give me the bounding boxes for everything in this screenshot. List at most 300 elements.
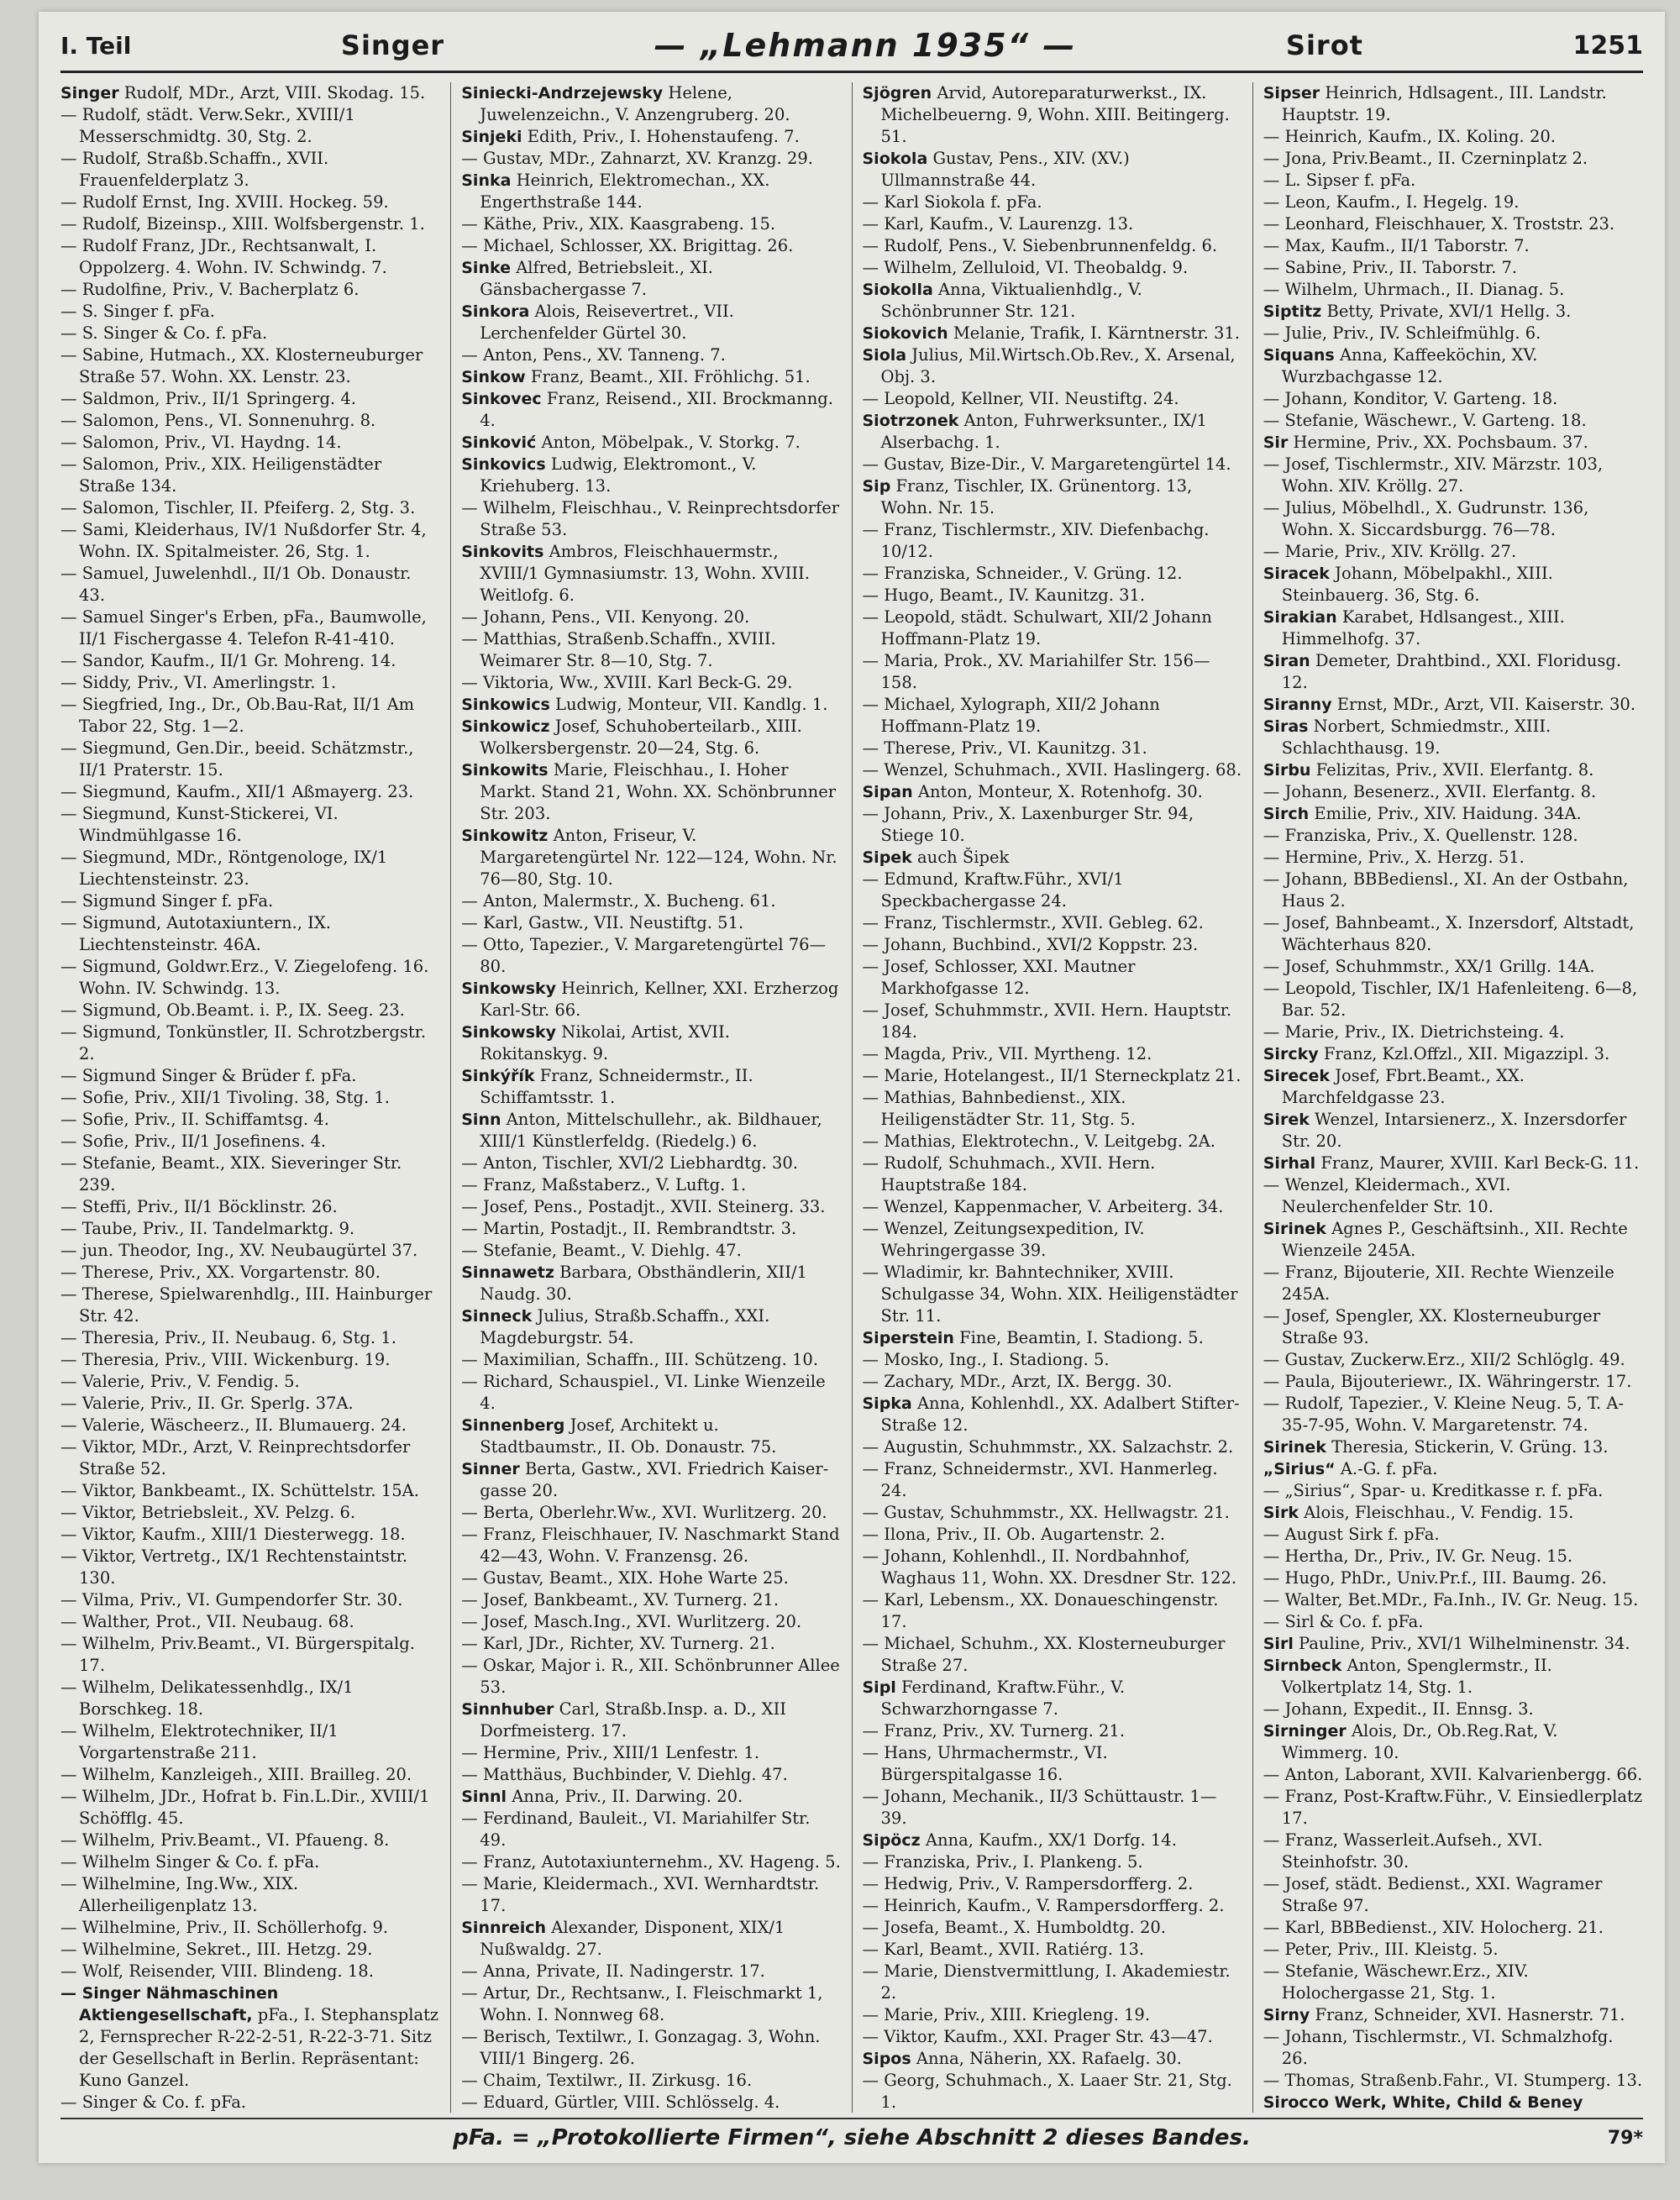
entry-details: — Viktor, Kaufm., XXI. Prager Str. 43—47. bbox=[862, 2027, 1213, 2046]
entry-details: Anna, Viktualienhdlg., V. Schönbrunner Str. 121. bbox=[880, 280, 1142, 321]
entry-details: Agnes P., Geschäftsinh., XII. Rechte Wienzeile 245A. bbox=[1281, 1219, 1628, 1260]
directory-entry bbox=[1263, 1153, 1643, 1174]
entry-details: — Stefanie, Beamt., XIX. Sieveringer Str. 239. bbox=[60, 1153, 402, 1195]
directory-entry bbox=[1263, 912, 1643, 956]
entry-details: — Singer & Co. f. pFa. bbox=[60, 2092, 247, 2112]
entry-details: — Siegmund, Kaufm., XII/1 Aßmayerg. 23. bbox=[60, 782, 414, 801]
entry-details: — Johann, Mechanik., II/3 Schüttaustr. 1—39. bbox=[862, 1787, 1217, 1828]
entry-surname: Sinković bbox=[461, 433, 537, 452]
directory-entry bbox=[60, 1502, 440, 1524]
directory-entry bbox=[60, 1851, 440, 1873]
directory-entry bbox=[1263, 563, 1643, 606]
directory-entry bbox=[60, 847, 440, 890]
entry-details: — Wilhelm, Priv.Beamt., VI. Pfaueng. 8. bbox=[60, 1830, 390, 1850]
entry-details: — S. Singer f. pFa. bbox=[60, 302, 215, 321]
entry-details: — Franz, Autotaxiunternehm., XV. Hageng. 5. bbox=[461, 1852, 841, 1872]
entry-details: — Edmund, Kraftw.Führ., XVI/1 Speckbachergasse 24. bbox=[862, 869, 1124, 911]
directory-entry bbox=[863, 1327, 1242, 1349]
directory-entry bbox=[461, 1153, 841, 1174]
entry-details: — Sigmund, Ob.Beamt. i. P., IX. Seeg. 23. bbox=[60, 1000, 405, 1020]
last-entry-keyword: Sirot bbox=[1285, 29, 1363, 61]
directory-entry bbox=[60, 1087, 440, 1109]
directory-entry bbox=[863, 1851, 1242, 1873]
entry-details: Melanie, Trafik, I. Kärntnerstr. 31. bbox=[953, 323, 1240, 343]
directory-entry bbox=[60, 388, 440, 410]
directory-entry bbox=[461, 148, 841, 170]
directory-entry bbox=[60, 1546, 440, 1589]
directory-entry bbox=[461, 1961, 841, 1982]
entry-details: — Josef, Masch.Ing., XVI. Wurlitzerg. 20. bbox=[461, 1612, 802, 1631]
directory-entry bbox=[60, 1065, 440, 1087]
entry-details: Heinrich, Elektromechan., XX. Engerthstraße 144. bbox=[480, 171, 770, 212]
entry-details: — Sofie, Priv., II/1 Josefinens. 4. bbox=[60, 1132, 327, 1151]
directory-entry bbox=[1263, 126, 1643, 148]
entry-details: — Wenzel, Zeitungsexpedition, IV. Wehringergasse 39. bbox=[862, 1219, 1145, 1260]
entry-details: — Julie, Priv., IV. Schleifmühlg. 6. bbox=[1263, 323, 1541, 343]
directory-entry bbox=[863, 1589, 1242, 1633]
entry-details: — Viktoria, Ww., XVIII. Karl Beck-G. 29. bbox=[461, 673, 793, 692]
directory-entry bbox=[60, 1262, 440, 1284]
entry-details: — Marie, Priv., IX. Dietrichsteing. 4. bbox=[1263, 1022, 1565, 1042]
entry-surname: Sinkovits bbox=[461, 543, 544, 561]
entry-details: Rudolf, MDr., Arzt, VIII. Skodag. 15. bbox=[123, 83, 426, 102]
entry-details: — Sigmund, Autotaxiuntern., IX. Liechtensteinstr. 46A. bbox=[60, 913, 331, 954]
entry-details: — Otto, Tapezier., V. Margaretengürtel 76—80. bbox=[461, 935, 827, 976]
entry-details: — Anna, Private, II. Nadingerstr. 17. bbox=[461, 1961, 765, 1981]
directory-entry bbox=[60, 1830, 440, 1851]
directory-entry bbox=[60, 694, 440, 738]
directory-entry bbox=[1263, 1021, 1643, 1043]
entry-surname: Sirbu bbox=[1263, 761, 1311, 780]
entry-details: — Salomon, Priv., VI. Haydng. 14. bbox=[60, 433, 342, 452]
entry-details: — Johann, BBBediensl., XI. An der Ostbahn, Haus 2. bbox=[1263, 869, 1629, 911]
entry-details: Ernst, MDr., Arzt, VII. Kaiserstr. 30. bbox=[1336, 695, 1636, 714]
directory-entry bbox=[461, 1174, 841, 1196]
directory-entry bbox=[461, 1873, 841, 1917]
directory-entry bbox=[863, 2026, 1242, 2048]
entry-details: — Wilhelm, Priv.Beamt., VI. Bürgerspitalg. 17. bbox=[60, 1634, 415, 1675]
directory-entry bbox=[461, 2092, 841, 2113]
entry-details: Franz, Kzl.Offzl., XII. Migazzipl. 3. bbox=[1323, 1044, 1610, 1063]
directory-entry bbox=[1263, 279, 1643, 301]
entry-details: — Ilona, Priv., II. Ob. Augartenstr. 2. bbox=[862, 1525, 1166, 1544]
entry-details: — Rudolf, städt. Verw.Sekr., XVIII/1 Messerschmidtg. 30, Stg. 2. bbox=[60, 105, 355, 146]
directory-entry bbox=[863, 1371, 1242, 1393]
entry-details: — Wilhelmine, Ing.Ww., XIX. Allerheiligenplatz 13. bbox=[60, 1874, 299, 1915]
directory-entry bbox=[461, 1633, 841, 1655]
directory-entry bbox=[1263, 2092, 1643, 2113]
entry-surname: Sinkowits bbox=[461, 761, 549, 780]
directory-entry bbox=[1263, 1436, 1643, 1458]
entry-details: Betty, Private, XVI/1 Hellg. 3. bbox=[1326, 302, 1572, 321]
entry-details: — Franziska, Priv., I. Plankeng. 5. bbox=[862, 1852, 1143, 1872]
entry-details: — Michael, Xylograph, XII/2 Johann Hoffmann-Platz 19. bbox=[862, 695, 1160, 736]
entry-details: — Rudolf, Straßb.Schaffn., XVII. Frauenfelderplatz 3. bbox=[60, 149, 329, 190]
entry-details: — Theresia, Priv., II. Neubaug. 6, Stg. 1. bbox=[60, 1328, 396, 1347]
directory-entry bbox=[461, 694, 841, 716]
entry-details: — Wenzel, Kappenmacher, V. Arbeiterg. 34. bbox=[862, 1197, 1224, 1216]
directory-entry bbox=[60, 432, 440, 454]
entry-details: — Wolf, Reisender, VIII. Blindeng. 18. bbox=[60, 1961, 374, 1981]
entry-details: — Heinrich, Kaufm., V. Rampersdorfferg. 2. bbox=[862, 1896, 1225, 1915]
directory-entry bbox=[60, 1109, 440, 1131]
entry-surname: Sirek bbox=[1263, 1111, 1310, 1129]
directory-entry bbox=[60, 1764, 440, 1786]
directory-entry bbox=[863, 279, 1242, 323]
directory-entry bbox=[60, 803, 440, 847]
directory-entry bbox=[461, 1065, 841, 1109]
entry-details: — Wilhelmine, Sekret., III. Hetzg. 29. bbox=[60, 1940, 373, 1959]
directory-entry bbox=[461, 1305, 841, 1349]
directory-entry bbox=[1263, 2004, 1643, 2026]
entry-details: — Rudolf Franz, JDr., Rechtsanwalt, I. Oppolzerg. 4. Wohn. IV. Schwindg. 7. bbox=[60, 236, 387, 277]
directory-entry bbox=[60, 1524, 440, 1546]
entry-surname: — Singer Nähmaschinen Aktiengesellschaft, bbox=[60, 1984, 279, 2024]
directory-entry bbox=[60, 410, 440, 432]
entry-details: Norbert, Schmiedmstr., XIII. Schlachthausg. 19. bbox=[1281, 717, 1551, 758]
entry-details: — Franz, Bijouterie, XII. Rechte Wienzeile 245A. bbox=[1263, 1263, 1614, 1304]
directory-entry bbox=[863, 1065, 1242, 1087]
directory-entry bbox=[461, 366, 841, 388]
entry-details: Arvid, Autoreparaturwerkst., IX. Michelbeuerng. 9, Wohn. XIII. Beitingerg. 51. bbox=[880, 83, 1230, 146]
entry-details: — Augustin, Schuhmmstr., XX. Salzachstr. 2. bbox=[862, 1437, 1234, 1457]
directory-entry bbox=[60, 344, 440, 388]
directory-entry bbox=[461, 606, 841, 628]
directory-entry bbox=[863, 519, 1242, 563]
entry-surname: Sinn bbox=[461, 1111, 501, 1129]
entry-surname: Sirny bbox=[1263, 2006, 1310, 2024]
directory-entry bbox=[60, 1393, 440, 1415]
directory-entry bbox=[863, 1349, 1242, 1371]
directory-entry bbox=[60, 213, 440, 235]
directory-entry bbox=[60, 672, 440, 694]
entry-surname: Sirakian bbox=[1263, 608, 1337, 627]
directory-entry bbox=[461, 978, 841, 1021]
entry-surname: Sipka bbox=[862, 1394, 912, 1413]
entry-details: — Wilhelm, Elektrotechniker, II/1 Vorgartenstraße 211. bbox=[60, 1721, 339, 1762]
page-number: 1251 bbox=[1572, 30, 1643, 60]
entry-details: — Therese, Spielwarenhdlg., III. Hainburger Str. 42. bbox=[60, 1284, 433, 1326]
directory-entry bbox=[863, 1895, 1242, 1917]
directory-entry bbox=[1263, 978, 1643, 1021]
signature-mark: 79* bbox=[1607, 2127, 1643, 2149]
directory-columns bbox=[60, 82, 1643, 2113]
directory-entry bbox=[863, 934, 1242, 956]
entry-surname: Sinnl bbox=[461, 1788, 507, 1806]
entry-details: Josef, Schuhoberteilarb., XIII. Wolkersbergenstr. 20—24, Stg. 6. bbox=[480, 717, 802, 758]
directory-entry bbox=[863, 1830, 1242, 1851]
entry-details: Carl, Straßb.Insp. a. D., XII Dorfmeisterg. 17. bbox=[480, 1699, 786, 1741]
entry-details: — Wenzel, Schuhmach., XVII. Haslingerg. 68. bbox=[862, 760, 1242, 780]
directory-entry bbox=[60, 1720, 440, 1764]
entry-details: Nikolai, Artist, XVII. Rokitanskyg. 9. bbox=[480, 1022, 730, 1063]
entry-surname: Sipek bbox=[862, 848, 912, 867]
directory-entry bbox=[1263, 1305, 1643, 1349]
entry-details: — Stefanie, Wäschewr., V. Garteng. 18. bbox=[1263, 411, 1587, 430]
directory-entry bbox=[863, 1917, 1242, 1939]
entry-details: — Sofie, Priv., II. Schiffamtsg. 4. bbox=[60, 1110, 329, 1129]
entry-surname: Sirnbeck bbox=[1263, 1657, 1342, 1675]
entry-details: Johann, Möbelpakhl., XIII. Steinbauerg. 36, Stg. 6. bbox=[1281, 564, 1553, 605]
directory-entry bbox=[863, 2004, 1242, 2026]
entry-details: — Zachary, MDr., Arzt, IX. Bergg. 30. bbox=[862, 1372, 1173, 1391]
entry-details: — Sigmund Singer & Brüder f. pFa. bbox=[60, 1066, 357, 1085]
directory-entry bbox=[1263, 454, 1643, 497]
directory-entry bbox=[863, 82, 1242, 148]
entry-details: — Berisch, Textilwr., I. Gonzagag. 3, Wohn. VIII/1 Bingerg. 26. bbox=[461, 2027, 821, 2068]
directory-entry bbox=[60, 738, 440, 781]
entry-details: Anton, Friseur, V. Margaretengürtel Nr. 122—124, Wohn. Nr. 76—80, Stg. 10. bbox=[480, 826, 837, 889]
entry-details: Josef, Architekt u. Stadtbaumstr., II. Ob. Donaustr. 75. bbox=[480, 1415, 777, 1457]
directory-entry bbox=[60, 1349, 440, 1371]
directory-entry bbox=[863, 1131, 1242, 1153]
entry-details: — Salomon, Priv., XIX. Heiligenstädter Straße 134. bbox=[60, 454, 382, 496]
entry-details: Ludwig, Monteur, VII. Kandlg. 1. bbox=[555, 695, 828, 714]
entry-surname: Sinkora bbox=[461, 302, 530, 321]
directory-entry bbox=[60, 301, 440, 323]
entry-details: — Wilhelm, Uhrmach., II. Dianag. 5. bbox=[1263, 280, 1565, 299]
entry-surname: Sipl bbox=[862, 1678, 896, 1697]
entry-surname: Siola bbox=[862, 346, 907, 365]
entry-details: — Leopold, Tischler, IX/1 Hafenleiteng. 6—8, Bar. 52. bbox=[1263, 979, 1638, 1020]
entry-details: Helene, Juwelenzeichn., V. Anzengruberg. 20. bbox=[480, 83, 790, 124]
entry-details: — Valerie, Priv., II. Gr. Sperlg. 37A. bbox=[60, 1394, 354, 1413]
entry-surname: Siranny bbox=[1263, 696, 1332, 714]
entry-details: — Josef, Spengler, XX. Klosterneuburger Straße 93. bbox=[1263, 1306, 1601, 1347]
entry-details: — Anton, Pens., XV. Tanneng. 7. bbox=[461, 345, 726, 365]
entry-details: — Stefanie, Beamt., V. Diehlg. 47. bbox=[461, 1241, 742, 1260]
entry-surname: Sirl bbox=[1263, 1635, 1294, 1653]
directory-entry bbox=[863, 257, 1242, 279]
entry-details: Alfred, Betriebsleit., XI. Gänsbachergasse 7. bbox=[480, 258, 714, 299]
entry-details: — Wenzel, Kleidermach., XVI. Neulerchenfelder Str. 10. bbox=[1263, 1175, 1511, 1216]
entry-details: Ambros, Fleischhauermstr., XVIII/1 Gymnasiumstr. 13, Wohn. XVIII. Weitlofg. 6. bbox=[480, 542, 810, 605]
directory-entry bbox=[1263, 759, 1643, 781]
directory-entry bbox=[1263, 410, 1643, 432]
entry-details: — Viktor, Betriebsleit., XV. Pelzg. 6. bbox=[60, 1503, 356, 1522]
directory-entry bbox=[461, 213, 841, 235]
directory-entry bbox=[60, 192, 440, 213]
entry-details: — Mathias, Elektrotechn., V. Leitgebg. 2A. bbox=[862, 1132, 1215, 1151]
entry-surname: Siokovich bbox=[862, 324, 948, 343]
entry-details: Emilie, Priv., XIV. Haidung. 34A. bbox=[1314, 804, 1582, 823]
entry-details: — „Sirius“, Spar- u. Kreditkasse r. f. pFa. bbox=[1263, 1481, 1604, 1500]
directory-entry bbox=[1263, 192, 1643, 213]
entry-details: — Karl, Kaufm., V. Laurenzg. 13. bbox=[862, 214, 1134, 234]
directory-entry bbox=[461, 1851, 841, 1873]
directory-entry bbox=[1263, 716, 1643, 759]
entry-details: — Wilhelm, Fleischhau., V. Reinprechtsdorfer Straße 53. bbox=[461, 498, 840, 539]
entry-details: — Thomas, Straßenb.Fahr., VI. Stumperg. 13. bbox=[1263, 2071, 1643, 2090]
directory-entry bbox=[60, 956, 440, 1000]
entry-details: — Wilhelm Singer & Co. f. pFa. bbox=[60, 1852, 320, 1872]
directory-entry bbox=[60, 563, 440, 606]
entry-surname: Sirinek bbox=[1263, 1438, 1326, 1457]
entry-details: — Rudolf, Schuhmach., XVII. Hern. Hauptstraße 184. bbox=[862, 1153, 1156, 1195]
entry-details: Franz, Schneidermstr., II. Schiffamtsstr. 1. bbox=[480, 1066, 753, 1107]
entry-details: — Ferdinand, Bauleit., VI. Mariahilfer Str. 49. bbox=[461, 1809, 811, 1850]
directory-entry bbox=[461, 541, 841, 606]
entry-details: Alois, Reisevertret., VII. Lerchenfelder Gürtel 30. bbox=[480, 302, 734, 343]
directory-entry bbox=[863, 192, 1242, 213]
directory-entry bbox=[863, 1153, 1242, 1196]
entry-details: — Josef, Bahnbeamt., X. Inzersdorf, Altstadt, Wächterhaus 820. bbox=[1263, 913, 1635, 954]
entry-details: Ferdinand, Kraftw.Führ., V. Schwarzhorngasse 7. bbox=[880, 1678, 1126, 1719]
entry-details: — Josef, Schuhmmstr., XVII. Hern. Hauptstr. 184. bbox=[862, 1000, 1232, 1042]
directory-entry bbox=[60, 1436, 440, 1480]
entry-details: pFa., I. Stephansplatz 2, Fernsprecher R-22-2-51, R-22-3-71. Sitz der Gesellschaft in Berlin. Repräsentant: Kuno Ganzel. bbox=[79, 2005, 439, 2090]
directory-entry bbox=[60, 1589, 440, 1611]
entry-details: — Josefa, Beamt., X. Humboldtg. 20. bbox=[862, 1918, 1166, 1937]
entry-details: Edith, Priv., I. Hohenstaufeng. 7. bbox=[527, 127, 800, 146]
entry-surname: Sinkowitz bbox=[461, 827, 549, 845]
entry-details: — Georg, Schuhmach., X. Laaer Str. 21, Stg. 1. bbox=[862, 2071, 1232, 2112]
directory-entry bbox=[461, 1917, 841, 1961]
directory-entry bbox=[60, 1131, 440, 1153]
entry-details: — Gustav, Zuckerw.Erz., XII/2 Schlöglg. 49. bbox=[1263, 1350, 1625, 1369]
directory-entry bbox=[1263, 148, 1643, 170]
directory-entry bbox=[461, 301, 841, 344]
directory-entry bbox=[461, 1240, 841, 1262]
entry-details: — Johann, Expedit., II. Ennsg. 3. bbox=[1263, 1699, 1534, 1719]
entry-details: — Salomon, Pens., VI. Sonnenuhrg. 8. bbox=[60, 411, 376, 430]
directory-entry bbox=[1263, 1043, 1643, 1065]
entry-details: — Leopold, städt. Schulwart, XII/2 Johann Hoffmann-Platz 19. bbox=[862, 607, 1212, 648]
directory-entry bbox=[461, 1458, 841, 1502]
entry-details: — Gustav, Schuhmmstr., XX. Hellwagstr. 21. bbox=[862, 1503, 1230, 1522]
directory-entry bbox=[1263, 1764, 1643, 1786]
entry-surname: Sirch bbox=[1263, 805, 1310, 823]
entry-details: — Sandor, Kaufm., II/1 Gr. Mohreng. 14. bbox=[60, 651, 396, 670]
directory-entry bbox=[461, 1415, 841, 1458]
entry-details: Franz, Reisend., XII. Brockmanng. 4. bbox=[480, 389, 833, 430]
entry-details: Anna, Kaufm., XX/1 Dorfg. 14. bbox=[925, 1830, 1177, 1850]
entry-details: — Samuel, Juwelenhdl., II/1 Ob. Donaustr. 43. bbox=[60, 564, 412, 605]
entry-details: — Franz, Tischlermstr., XVII. Gebleg. 62. bbox=[862, 913, 1204, 932]
directory-entry bbox=[863, 454, 1242, 475]
directory-entry bbox=[1263, 650, 1643, 694]
directory-entry bbox=[1263, 1655, 1643, 1699]
entry-details: — Josef, Tischlermstr., XIV. Märzstr. 103, Wohn. XIV. Kröllg. 27. bbox=[1263, 454, 1604, 496]
directory-entry bbox=[1263, 1349, 1643, 1371]
entry-details: auch Šipek bbox=[917, 848, 1010, 867]
directory-entry bbox=[461, 1502, 841, 1524]
directory-entry bbox=[863, 1502, 1242, 1524]
entry-details: Anna, Näherin, XX. Rafaelg. 30. bbox=[916, 2049, 1182, 2068]
entry-details: — Maximilian, Schaffn., III. Schützeng. 10. bbox=[461, 1350, 819, 1369]
entry-details: — Therese, Priv., VI. Kaunitzg. 31. bbox=[862, 738, 1147, 758]
entry-details: — Siegmund, Gen.Dir., beeid. Schätzmstr., II/1 Praterstr. 15. bbox=[60, 738, 414, 780]
directory-entry bbox=[461, 1764, 841, 1786]
entry-details: — Mosko, Ing., I. Stadiong. 5. bbox=[862, 1350, 1110, 1369]
entry-details: — Therese, Priv., XX. Vorgartenstr. 80. bbox=[60, 1263, 381, 1282]
directory-entry bbox=[461, 1218, 841, 1240]
directory-entry bbox=[461, 912, 841, 934]
directory-entry bbox=[60, 606, 440, 650]
entry-details: — Sirl & Co. f. pFa. bbox=[1263, 1612, 1424, 1631]
directory-entry bbox=[863, 738, 1242, 759]
column-3 bbox=[852, 82, 1252, 2113]
entry-details: Karabet, Hdlsangest., XIII. Himmelhofg. 37. bbox=[1281, 607, 1565, 648]
directory-entry bbox=[461, 759, 841, 825]
directory-entry bbox=[60, 279, 440, 301]
directory-entry bbox=[1263, 1371, 1643, 1393]
directory-entry bbox=[1263, 1720, 1643, 1764]
entry-details: — Julius, Möbelhdl., X. Gudrunstr. 136, Wohn. X. Siccardsburgg. 76—78. bbox=[1263, 498, 1589, 539]
entry-details: — Wladimir, kr. Bahntechniker, XVIII. Schulgasse 34, Wohn. XIX. Heiligenstädter Str. 11. bbox=[862, 1263, 1238, 1326]
directory-entry bbox=[863, 1000, 1242, 1043]
entry-details: Franz, Maurer, XVIII. Karl Beck-G. 11. bbox=[1320, 1153, 1640, 1173]
directory-entry bbox=[1263, 869, 1643, 912]
entry-surname: Sjögren bbox=[862, 84, 932, 102]
entry-surname: Siokola bbox=[862, 150, 928, 168]
directory-entry bbox=[863, 1196, 1242, 1218]
entry-details: — Rudolfine, Priv., V. Bacherplatz 6. bbox=[60, 280, 360, 299]
directory-entry bbox=[1263, 825, 1643, 847]
entry-details: — Anton, Laborant, XVII. Kalvarienbergg. 66. bbox=[1263, 1765, 1643, 1784]
directory-entry bbox=[1263, 1065, 1643, 1109]
directory-entry bbox=[461, 1371, 841, 1415]
directory-entry bbox=[60, 1153, 440, 1196]
directory-entry bbox=[863, 1262, 1242, 1327]
directory-entry bbox=[1263, 694, 1643, 716]
entry-details: Gustav, Pens., XIV. (XV.) Ullmannstraße 44. bbox=[880, 149, 1130, 190]
entry-details: — Johann, Besenerz., XVII. Elerfantg. 8. bbox=[1263, 782, 1597, 801]
directory-entry bbox=[1263, 432, 1643, 454]
entry-surname: Sinner bbox=[461, 1460, 520, 1478]
entry-details: — Sami, Kleiderhaus, IV/1 Nußdorfer Str. 4, Wohn. IX. Spitalmeister. 26, Stg. 1. bbox=[60, 520, 427, 561]
directory-entry bbox=[60, 1000, 440, 1021]
entry-details: — Michael, Schlosser, XX. Brigittag. 26. bbox=[461, 236, 794, 255]
directory-entry bbox=[461, 432, 841, 454]
entry-surname: Sinkowicz bbox=[461, 717, 550, 736]
entry-details: A.-G. f. pFa. bbox=[1340, 1459, 1438, 1478]
entry-details: Anton, Möbelpak., V. Storkg. 7. bbox=[541, 433, 801, 452]
directory-entry bbox=[863, 475, 1242, 519]
entry-details: — Franz, Tischlermstr., XIV. Diefenbachg. 10/12. bbox=[862, 520, 1210, 561]
entry-details: Anton, Mittelschullehr., ak. Bildhauer, XIII/1 Künstlerfeldg. (Riedelg.) 6. bbox=[480, 1110, 822, 1151]
entry-details: — Leopold, Kellner, VII. Neustiftg. 24. bbox=[862, 389, 1179, 408]
directory-entry bbox=[60, 1961, 440, 1982]
directory-entry bbox=[60, 148, 440, 192]
entry-details: Josef, Fbrt.Beamt., XX. Marchfeldgasse 23. bbox=[1281, 1066, 1525, 1107]
entry-details: — Hermine, Priv., X. Herzg. 51. bbox=[1263, 848, 1525, 867]
entry-surname: Sircky bbox=[1263, 1045, 1319, 1063]
entry-details: — Karl, BBBedienst., XIV. Holocherg. 21. bbox=[1263, 1918, 1604, 1937]
entry-details: — Franziska, Priv., X. Quellenstr. 128. bbox=[1263, 826, 1578, 845]
entry-details: — Marie, Kleidermach., XVI. Wernhardtstr. 17. bbox=[461, 1874, 820, 1915]
entry-surname: Sirninger bbox=[1263, 1722, 1347, 1741]
entry-details: — Matthias, Straßenb.Schaffn., XVIII. Weimarer Str. 8—10, Stg. 7. bbox=[461, 629, 776, 670]
directory-entry bbox=[461, 257, 841, 301]
directory-entry bbox=[1263, 344, 1643, 388]
directory-entry bbox=[863, 759, 1242, 781]
directory-entry bbox=[461, 1982, 841, 2026]
entry-details: — Chaim, Textilwr., II. Zirkusg. 16. bbox=[461, 2071, 753, 2090]
directory-entry bbox=[1263, 1393, 1643, 1436]
entry-details: — Wilhelm, Zelluloid, VI. Theobaldg. 9. bbox=[862, 258, 1189, 277]
entry-details: — Johann, Pens., VII. Kenyong. 20. bbox=[461, 607, 750, 627]
directory-entry bbox=[863, 1961, 1242, 2004]
directory-entry bbox=[461, 825, 841, 890]
directory-entry bbox=[1263, 847, 1643, 869]
entry-details: — Viktor, MDr., Arzt, V. Reinprechtsdorfer Straße 52. bbox=[60, 1437, 411, 1478]
directory-entry bbox=[1263, 1502, 1643, 1524]
entry-details: — Taube, Priv., II. Tandelmarktg. 9. bbox=[60, 1219, 355, 1238]
directory-entry bbox=[1263, 170, 1643, 192]
entry-details: — Valerie, Priv., V. Fendig. 5. bbox=[60, 1372, 300, 1391]
entry-details: Hermine, Priv., XX. Pochsbaum. 37. bbox=[1293, 433, 1588, 452]
